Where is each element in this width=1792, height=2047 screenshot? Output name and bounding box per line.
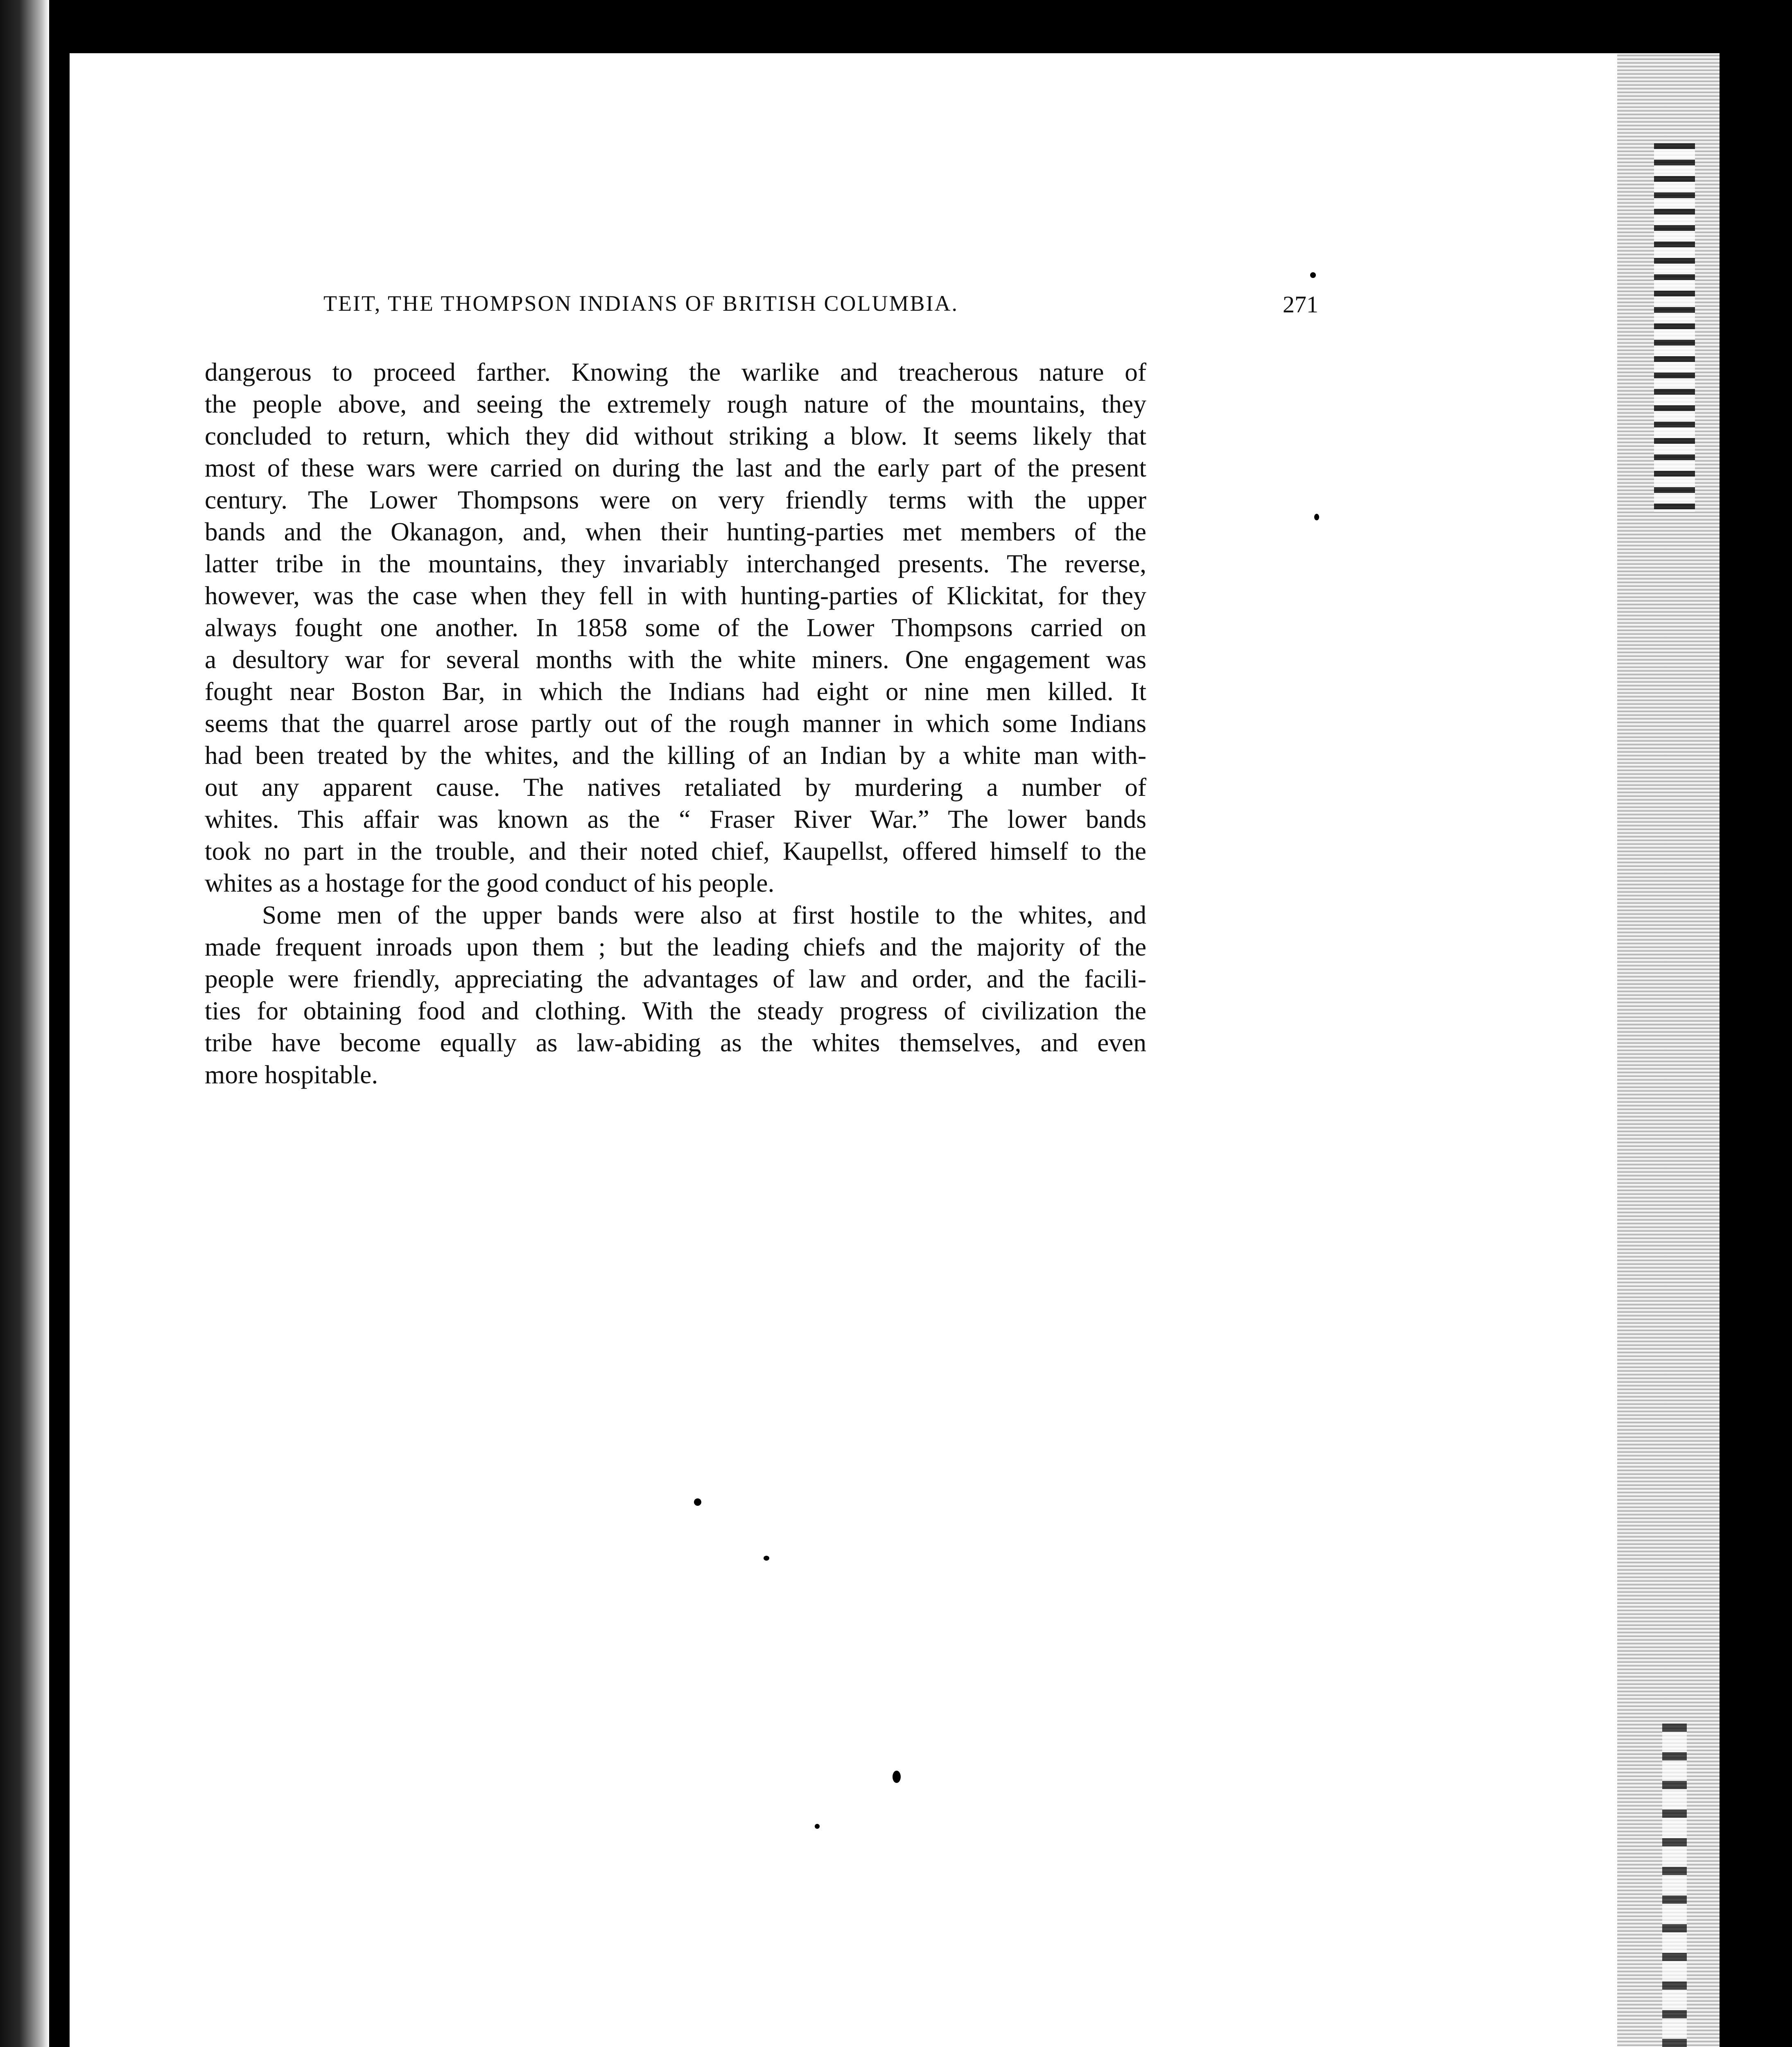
text-line: dangerous to proceed farther. Knowing the warlike and treacherous nature of <box>205 357 1146 386</box>
text-line: however, was the case when they fell in with hunting-parties of Klickitat, for they <box>205 581 1146 610</box>
text-line: whites. This affair was known as the “ Fraser River War.” The lower bands <box>205 804 1146 834</box>
text-line: out any apparent cause. The natives retaliated by murdering a number of <box>205 773 1146 802</box>
text-line: more hospitable. <box>205 1060 378 1089</box>
running-head: TEIT, THE THOMPSON INDIANS OF BRITISH COLUMBIA. <box>323 291 959 316</box>
left-binding-shadow <box>0 0 49 2047</box>
paragraph-2 <box>205 899 1146 1091</box>
ink-speck <box>1314 514 1319 520</box>
body-text <box>205 356 1146 1091</box>
text-line: bands and the Okanagon, and, when their hunting-parties met members of the <box>205 517 1146 546</box>
text-line: always fought one another. In 1858 some of the Lower Thompsons carried on <box>205 613 1146 642</box>
ink-speck <box>1310 272 1316 278</box>
text-line: made frequent inroads upon them ; but the leading chiefs and the majority of the <box>205 932 1146 961</box>
text-line: latter tribe in the mountains, they invariably interchanged presents. The reverse, <box>205 549 1146 578</box>
ink-speck <box>815 1824 820 1829</box>
text-line: concluded to return, which they did without striking a blow. It seems likely that <box>205 421 1146 450</box>
text-line: fought near Boston Bar, in which the Indians had eight or nine men killed. It <box>205 677 1146 706</box>
text-line: tribe have become equally as law-abiding as the whites themselves, and even <box>205 1028 1146 1057</box>
page-number: 271 <box>1283 291 1318 318</box>
text-line: ties for obtaining food and clothing. With the steady progress of civilization the <box>205 996 1146 1025</box>
page-header <box>323 291 1318 323</box>
text-line: whites as a hostage for the good conduct of his people. <box>205 868 775 897</box>
text-line: had been treated by the whites, and the killing of an Indian by a white man with- <box>205 741 1146 770</box>
text-line: a desultory war for several months with the white miners. One engagement was <box>205 645 1146 674</box>
text-line: the people above, and seeing the extremely rough nature of the mountains, they <box>205 389 1146 418</box>
text-line: Some men of the upper bands were also at first hostile to the whites, and <box>262 900 1146 929</box>
text-line: seems that the quarrel arose partly out of the rough manner in which some Indians <box>205 709 1146 738</box>
text-line: people were friendly, appreciating the advantages of law and order, and the facili- <box>205 964 1146 993</box>
right-margin-marks-top <box>1654 143 1695 512</box>
ink-speck <box>893 1771 901 1783</box>
paragraph-1 <box>205 356 1146 899</box>
text-line: century. The Lower Thompsons were on very friendly terms with the upper <box>205 485 1146 514</box>
text-line: took no part in the trouble, and their noted chief, Kaupellst, offered himself to the <box>205 836 1146 865</box>
right-margin-marks-bottom <box>1662 1724 1687 2047</box>
ink-speck <box>694 1498 701 1506</box>
text-line: most of these wars were carried on during the last and the early part of the present <box>205 453 1146 482</box>
ink-speck <box>764 1556 769 1561</box>
